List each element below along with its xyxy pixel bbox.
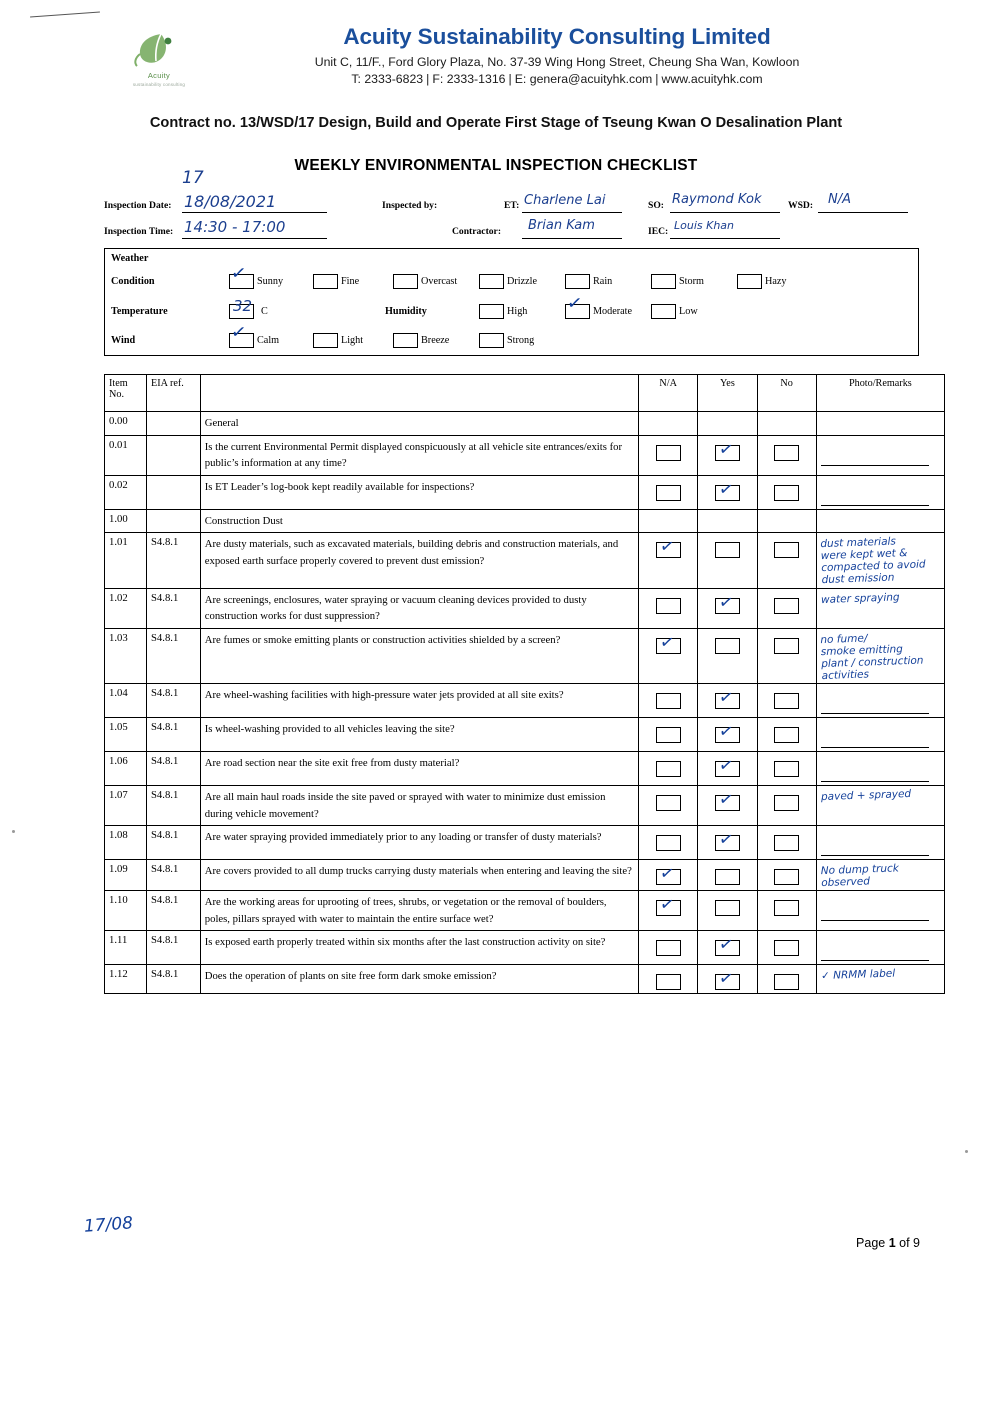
row-description: Are road section near the site exit free from dusty material? <box>200 751 638 785</box>
row-yes-tick-icon: ✓ <box>717 754 735 778</box>
row-remarks-cell[interactable] <box>816 475 944 509</box>
temperature-value: 32 <box>233 297 253 315</box>
iec-label: IEC: <box>648 226 669 237</box>
row-no-checkbox[interactable] <box>774 900 799 916</box>
row-remark-blank-line <box>821 767 929 782</box>
letterhead <box>0 24 992 87</box>
row-remarks-cell[interactable] <box>816 826 944 860</box>
row-description: Does the operation of plants on site free form dark smoke emission? <box>200 965 638 994</box>
row-eia-ref: S4.8.1 <box>146 965 200 994</box>
row-na-checkbox[interactable] <box>656 536 681 559</box>
row-eia-ref <box>146 475 200 509</box>
row-na-cell <box>639 891 698 931</box>
row-number: 1.02 <box>105 588 147 628</box>
row-yes-tick-icon: ✓ <box>717 829 735 852</box>
row-remark-text: No dump truck observed <box>820 862 899 890</box>
checkbox-condition-hazy[interactable] <box>737 274 762 289</box>
table-row <box>105 931 945 965</box>
row-eia-ref: S4.8.1 <box>146 717 200 751</box>
row-eia-ref: S4.8.1 <box>146 628 200 683</box>
row-no-checkbox[interactable] <box>774 598 799 614</box>
inspection-time-value: 14:30 - 17:00 <box>184 218 286 236</box>
tick-wind-calm: ✓ <box>229 321 248 344</box>
row-na-cell <box>639 717 698 751</box>
row-description: Are screenings, enclosures, water spraying or vacuum cleaning devices provided to dusty construction works for dust suppression? <box>200 588 638 628</box>
row-number: 1.03 <box>105 628 147 683</box>
table-row <box>105 588 945 628</box>
table-row <box>105 533 945 588</box>
row-no-cell <box>757 931 816 965</box>
row-yes-checkbox[interactable] <box>715 869 740 885</box>
row-no-cell <box>757 891 816 931</box>
row-yes-checkbox[interactable] <box>715 638 740 654</box>
inspection-checklist-table <box>104 374 945 994</box>
row-eia-ref: S4.8.1 <box>146 533 200 588</box>
th-description <box>200 375 638 412</box>
row-number: 1.12 <box>105 965 147 994</box>
row-number: 1.04 <box>105 683 147 717</box>
row-no-cell <box>757 628 816 683</box>
row-na-checkbox[interactable] <box>656 727 681 743</box>
inspection-time-label: Inspection Time: <box>104 226 174 237</box>
row-na-checkbox[interactable] <box>656 795 681 811</box>
th-eia: EIA ref. <box>146 375 200 412</box>
option-condition-rain: Rain <box>593 276 613 287</box>
row-yes-cell <box>698 628 757 683</box>
row-yes-checkbox[interactable] <box>715 900 740 916</box>
contractor-value: Brian Kam <box>528 218 595 233</box>
row-no-checkbox[interactable] <box>774 835 799 851</box>
row-number: 1.07 <box>105 785 147 825</box>
row-remarks-cell[interactable] <box>816 628 944 683</box>
option-wind-calm: Calm <box>257 335 280 346</box>
weather-section-label: Weather <box>111 253 149 264</box>
row-na-checkbox[interactable] <box>656 693 681 709</box>
row-description: Are all main haul roads inside the site paved or sprayed with water to minimize dust emission during vehicle movement? <box>200 785 638 825</box>
row-remark-blank-line <box>821 491 929 506</box>
row-na-checkbox[interactable] <box>656 835 681 851</box>
row-na-checkbox[interactable] <box>656 940 681 956</box>
row-description: Are covers provided to all dump trucks carrying dusty materials when entering and leaving the site? <box>200 860 638 891</box>
th-remarks: Photo/Remarks <box>816 375 944 412</box>
inspection-date-value: 18/08/2021 <box>184 192 277 211</box>
row-na-checkbox[interactable] <box>656 445 681 461</box>
row-no-checkbox[interactable] <box>774 727 799 743</box>
table-row <box>105 965 945 994</box>
section-yes <box>698 509 757 533</box>
row-eia-ref <box>146 435 200 475</box>
row-na-checkbox[interactable] <box>656 863 681 886</box>
row-no-cell <box>757 435 816 475</box>
row-yes-tick-icon: ✓ <box>717 934 735 957</box>
option-condition-storm: Storm <box>679 276 704 287</box>
row-yes-checkbox[interactable] <box>715 720 740 744</box>
row-remarks-cell[interactable] <box>816 588 944 628</box>
row-na-checkbox[interactable] <box>656 894 681 917</box>
row-na-cell <box>639 628 698 683</box>
row-remarks-cell[interactable] <box>816 435 944 475</box>
row-na-cell <box>639 533 698 588</box>
row-no-checkbox[interactable] <box>774 485 799 501</box>
row-remarks-cell[interactable] <box>816 751 944 785</box>
section-title: General <box>200 412 638 436</box>
temperature-unit: C <box>261 306 268 317</box>
company-name: Acuity Sustainability Consulting Limited <box>343 24 771 49</box>
table-section-row <box>105 509 945 533</box>
checkbox-wind-breeze[interactable] <box>393 333 418 348</box>
section-no <box>757 412 816 436</box>
row-yes-checkbox[interactable] <box>715 829 740 852</box>
option-wind-strong: Strong <box>507 335 535 346</box>
row-no-checkbox[interactable] <box>774 869 799 885</box>
row-no-cell <box>757 860 816 891</box>
row-number: 1.09 <box>105 860 147 891</box>
table-row <box>105 860 945 891</box>
row-yes-checkbox[interactable] <box>715 591 740 614</box>
checkbox-condition-drizzle[interactable] <box>479 274 504 289</box>
row-no-checkbox[interactable] <box>774 693 799 709</box>
meta-row-1 <box>104 192 919 218</box>
row-yes-cell <box>698 891 757 931</box>
row-yes-cell <box>698 683 757 717</box>
row-description: Are dusty materials, such as excavated materials, building debris and construction materials, and exposed earth surface properly covered to prevent dust emission? <box>200 533 638 588</box>
row-remark-blank-line <box>821 946 929 961</box>
table-header-row <box>105 375 945 412</box>
so-value: Raymond Kok <box>672 192 762 207</box>
row-remark-blank-line <box>821 699 929 714</box>
row-yes-cell <box>698 533 757 588</box>
table-row <box>105 751 945 785</box>
checkbox-wind-strong[interactable] <box>479 333 504 348</box>
row-remark-text: paved + sprayed <box>820 787 912 804</box>
row-na-checkbox[interactable] <box>656 974 681 990</box>
row-remark-text: water spraying <box>820 590 900 606</box>
row-remark-blank-line <box>821 841 929 856</box>
row-yes-cell <box>698 751 757 785</box>
row-eia-ref: S4.8.1 <box>146 683 200 717</box>
row-remarks-cell[interactable] <box>816 891 944 931</box>
section-remarks <box>816 509 944 533</box>
row-remark-text: no fume/ smoke emitting plant / construction activities <box>819 632 924 682</box>
option-condition-sunny: Sunny <box>257 276 284 287</box>
option-condition-overcast: Overcast <box>421 276 458 287</box>
row-remarks-cell[interactable] <box>816 860 944 891</box>
th-na: N/A <box>639 375 698 412</box>
row-na-cell <box>639 785 698 825</box>
section-eia <box>146 412 200 436</box>
wind-label: Wind <box>111 335 136 346</box>
row-description: Is ET Leader’s log-book kept readily available for inspections? <box>200 475 638 509</box>
section-title: Construction Dust <box>200 509 638 533</box>
logo-container <box>0 24 202 87</box>
row-na-checkbox[interactable] <box>656 761 681 777</box>
wsd-label: WSD: <box>788 200 814 211</box>
row-remarks-cell[interactable] <box>816 683 944 717</box>
row-yes-tick-icon: ✓ <box>717 478 735 501</box>
contractor-label: Contractor: <box>452 226 502 237</box>
option-wind-breeze: Breeze <box>421 335 450 346</box>
row-no-cell <box>757 965 816 994</box>
inspection-date-label: Inspection Date: <box>104 200 172 211</box>
company-details <box>202 24 992 86</box>
row-remarks-cell[interactable] <box>816 931 944 965</box>
company-phone: T: 2333-6823 <box>351 72 424 86</box>
row-yes-tick-icon: ✓ <box>717 968 735 991</box>
contract-line: Contract no. 13/WSD/17 Design, Build and Operate First Stage of Tseung Kwan O Desalination Plant <box>149 115 843 131</box>
table-row <box>105 891 945 931</box>
row-yes-checkbox[interactable] <box>715 754 740 778</box>
inspection-date-correction: 17 <box>182 168 204 188</box>
row-yes-tick-icon: ✓ <box>717 438 735 461</box>
company-email: E: genera@acuityhk.com <box>514 72 653 86</box>
row-eia-ref: S4.8.1 <box>146 588 200 628</box>
tick-condition-sunny: ✓ <box>229 262 248 285</box>
row-description: Are the working areas for uprooting of trees, shrubs, or vegetation or the removal of boulders, poles, pillars sprayed with water to maintain the entire surface wet? <box>200 891 638 931</box>
table-row <box>105 683 945 717</box>
row-number: 1.06 <box>105 751 147 785</box>
row-description: Is the current Environmental Permit displayed conspicuously at all vehicle site entrances/exits for public’s information at any time? <box>200 435 638 475</box>
table-row <box>105 628 945 683</box>
row-eia-ref: S4.8.1 <box>146 931 200 965</box>
table-row <box>105 717 945 751</box>
row-yes-checkbox[interactable] <box>715 438 740 461</box>
checkbox-humidity-high[interactable] <box>479 304 504 319</box>
row-remark-blank-line <box>821 733 929 748</box>
company-website: www.acuityhk.com <box>661 72 763 86</box>
table-row <box>105 785 945 825</box>
temperature-label: Temperature <box>111 306 168 317</box>
company-logo <box>128 30 190 87</box>
page-number: Page 1 of 9 <box>856 1236 920 1250</box>
row-yes-tick-icon: ✓ <box>717 788 735 812</box>
th-item: Item No. <box>105 375 147 412</box>
row-yes-checkbox[interactable] <box>715 478 740 501</box>
row-description: Are wheel-washing facilities with high-pressure water jets provided at all site exits? <box>200 683 638 717</box>
row-no-cell <box>757 826 816 860</box>
row-no-cell <box>757 475 816 509</box>
row-yes-checkbox[interactable] <box>715 686 740 710</box>
row-na-cell <box>639 860 698 891</box>
company-contact-line: T: 2333-6823 | F: 2333-1316 | E: genera@acuityhk.com | www.acuityhk.com <box>351 72 763 86</box>
checkbox-condition-overcast[interactable] <box>393 274 418 289</box>
inspected-by-label: Inspected by: <box>382 200 438 211</box>
table-row <box>105 826 945 860</box>
row-na-cell <box>639 826 698 860</box>
row-na-cell <box>639 475 698 509</box>
row-na-tick-icon: ✓ <box>658 894 676 917</box>
humidity-label: Humidity <box>385 306 427 317</box>
meta-row-2 <box>104 218 919 240</box>
row-na-cell <box>639 931 698 965</box>
row-eia-ref: S4.8.1 <box>146 826 200 860</box>
row-eia-ref: S4.8.1 <box>146 785 200 825</box>
row-description: Is exposed earth properly treated within six months after the last construction activity on site? <box>200 931 638 965</box>
row-yes-cell <box>698 785 757 825</box>
row-na-checkbox[interactable] <box>656 598 681 614</box>
row-no-checkbox[interactable] <box>774 638 799 654</box>
row-number: 1.05 <box>105 717 147 751</box>
checkbox-condition-storm[interactable] <box>651 274 676 289</box>
et-label: ET: <box>504 200 520 211</box>
row-na-checkbox[interactable] <box>656 485 681 501</box>
row-remark-text: dust materials were kept wet & compacted to avoid dust emission <box>819 535 926 587</box>
section-yes <box>698 412 757 436</box>
row-no-checkbox[interactable] <box>774 974 799 990</box>
table-row <box>105 435 945 475</box>
row-yes-checkbox[interactable] <box>715 968 740 991</box>
section-no <box>757 509 816 533</box>
row-yes-cell <box>698 588 757 628</box>
row-remarks-cell[interactable] <box>816 717 944 751</box>
document-title: WEEKLY ENVIRONMENTAL INSPECTION CHECKLIST <box>294 157 698 174</box>
wsd-value: N/A <box>828 192 851 207</box>
inspection-meta <box>104 168 919 240</box>
row-no-cell <box>757 785 816 825</box>
row-description: Are fumes or smoke emitting plants or construction activities shielded by a screen? <box>200 628 638 683</box>
checkbox-condition-fine[interactable] <box>313 274 338 289</box>
row-description: Are water spraying provided immediately prior to any loading or transfer of dusty materials? <box>200 826 638 860</box>
row-number: 1.08 <box>105 826 147 860</box>
row-remarks-cell[interactable] <box>816 785 944 825</box>
row-no-cell <box>757 751 816 785</box>
option-condition-drizzle: Drizzle <box>507 276 537 287</box>
row-yes-cell <box>698 931 757 965</box>
option-humidity-low: Low <box>679 306 698 317</box>
row-yes-checkbox[interactable] <box>715 934 740 957</box>
section-number: 1.00 <box>105 509 147 533</box>
row-remark-blank-line <box>821 906 929 921</box>
row-yes-cell <box>698 965 757 994</box>
logo-wordmark: Acuity <box>147 71 171 80</box>
row-no-checkbox[interactable] <box>774 940 799 956</box>
row-yes-checkbox[interactable] <box>715 788 740 812</box>
row-na-checkbox[interactable] <box>656 631 681 654</box>
page-footer-annotation: 17/08 <box>83 1213 134 1237</box>
row-na-tick-icon: ✓ <box>658 631 676 654</box>
table-section-row <box>105 412 945 436</box>
th-no: No <box>757 375 816 412</box>
tick-humidity-moderate: ✓ <box>565 292 584 315</box>
row-eia-ref: S4.8.1 <box>146 860 200 891</box>
row-yes-cell <box>698 717 757 751</box>
row-yes-tick-icon: ✓ <box>717 720 735 744</box>
row-yes-tick-icon: ✓ <box>717 591 735 614</box>
row-yes-cell <box>698 475 757 509</box>
row-na-cell <box>639 588 698 628</box>
row-na-cell <box>639 965 698 994</box>
table-body <box>105 412 945 994</box>
row-yes-tick-icon: ✓ <box>717 686 735 710</box>
row-no-cell <box>757 588 816 628</box>
option-condition-fine: Fine <box>341 276 360 287</box>
section-na <box>639 509 698 533</box>
row-number: 1.11 <box>105 931 147 965</box>
row-yes-cell <box>698 826 757 860</box>
row-no-cell <box>757 717 816 751</box>
iec-value: Louis Khan <box>674 219 735 232</box>
row-yes-cell <box>698 435 757 475</box>
company-address: Unit C, 11/F., Ford Glory Plaza, No. 37-39 Wing Hong Street, Cheung Sha Wan, Kowloon <box>314 55 800 69</box>
row-no-checkbox[interactable] <box>774 761 799 777</box>
row-number: 1.01 <box>105 533 147 588</box>
row-no-checkbox[interactable] <box>774 542 799 558</box>
option-condition-hazy: Hazy <box>765 276 787 287</box>
company-fax: F: 2333-1316 <box>432 72 506 86</box>
checkbox-humidity-low[interactable] <box>651 304 676 319</box>
row-remarks-cell[interactable] <box>816 965 944 994</box>
row-number: 0.01 <box>105 435 147 475</box>
et-value: Charlene Lai <box>524 193 606 208</box>
so-label: SO: <box>648 200 664 211</box>
section-eia <box>146 509 200 533</box>
section-number: 0.00 <box>105 412 147 436</box>
row-description: Is wheel-washing provided to all vehicles leaving the site? <box>200 717 638 751</box>
section-remarks <box>816 412 944 436</box>
checkbox-wind-light[interactable] <box>313 333 338 348</box>
row-yes-cell <box>698 860 757 891</box>
logo-tagline: sustainability consulting <box>132 82 186 87</box>
option-humidity-high: High <box>507 306 528 317</box>
option-wind-light: Light <box>341 335 364 346</box>
scan-artifact-line <box>30 12 100 18</box>
row-no-cell <box>757 533 816 588</box>
checkbox-condition-rain[interactable] <box>565 274 590 289</box>
leaf-logo-icon <box>131 30 187 70</box>
row-eia-ref: S4.8.1 <box>146 891 200 931</box>
row-number: 1.10 <box>105 891 147 931</box>
row-remark-text: ✓ NRMM label <box>820 967 896 983</box>
row-na-tick-icon: ✓ <box>658 863 676 886</box>
th-yes: Yes <box>698 375 757 412</box>
row-na-cell <box>639 683 698 717</box>
row-remarks-cell[interactable] <box>816 533 944 588</box>
row-na-tick-icon: ✓ <box>658 536 676 559</box>
option-humidity-moderate: Moderate <box>593 306 633 317</box>
condition-label: Condition <box>111 276 155 287</box>
row-no-checkbox[interactable] <box>774 795 799 811</box>
weather-section <box>104 248 919 356</box>
row-yes-checkbox[interactable] <box>715 542 740 558</box>
row-no-checkbox[interactable] <box>774 445 799 461</box>
row-number: 0.02 <box>105 475 147 509</box>
row-na-cell <box>639 751 698 785</box>
row-no-cell <box>757 683 816 717</box>
table-row <box>105 475 945 509</box>
section-na <box>639 412 698 436</box>
row-eia-ref: S4.8.1 <box>146 751 200 785</box>
row-na-cell <box>639 435 698 475</box>
row-remark-blank-line <box>821 451 929 466</box>
